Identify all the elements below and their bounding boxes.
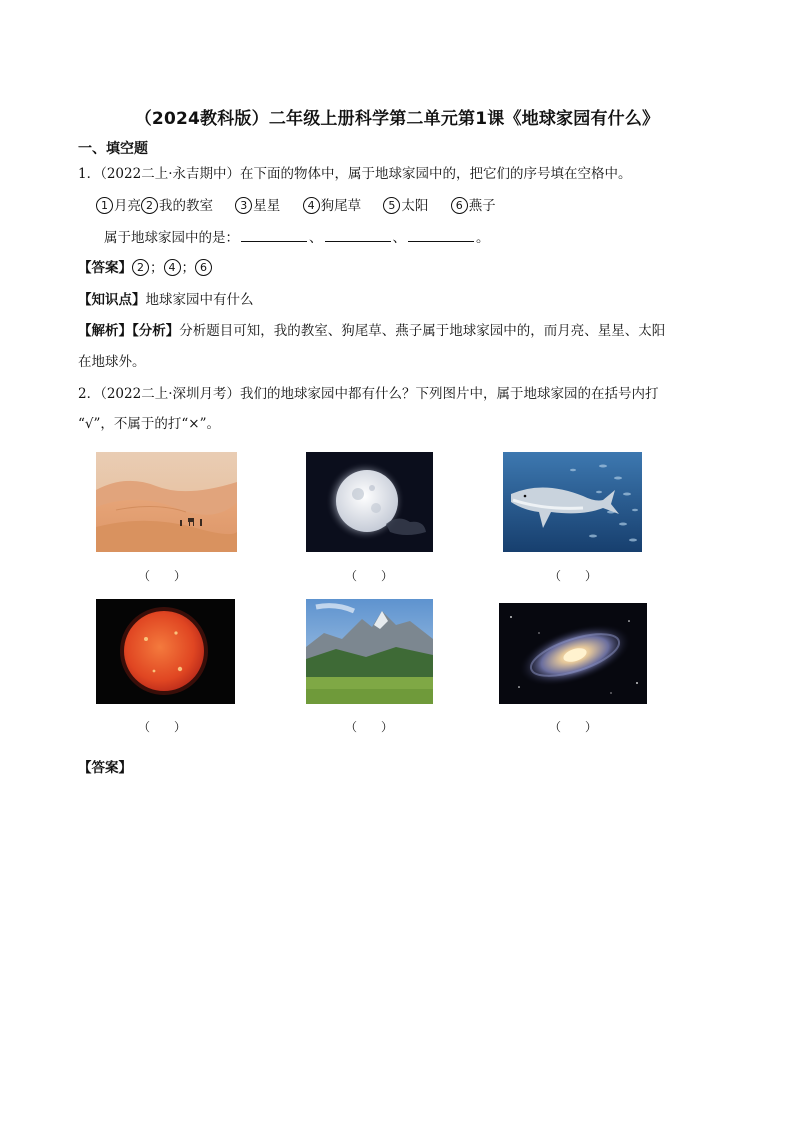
answer-number-icon: 4 [164,259,181,276]
analysis-label: 【解析】【分析】 [78,323,180,339]
shark-photo [503,452,642,552]
answer-paren-sun[interactable]: （ ） [137,720,186,734]
q1-options [96,196,514,216]
answer-number-icon: 2 [132,259,149,276]
answer-paren-shark[interactable]: （ ） [548,569,597,583]
option-number-icon: 5 [383,197,400,214]
separator: 、 [309,230,323,246]
option-text: 太阳 [401,198,429,214]
answer-blank-2[interactable] [325,228,391,242]
desert-photo [96,452,237,552]
answer-label: 【答案】 [78,760,132,776]
answer-label: 【答案】 [78,260,132,276]
option-number-icon: 4 [303,197,320,214]
option-text: 月亮 [114,198,141,214]
knowledge-text: 地球家园中有什么 [145,292,254,308]
option-number-icon: 3 [235,197,252,214]
q1-fill-line [104,228,490,248]
answer-blank-3[interactable] [408,228,474,242]
option-text: 星星 [253,198,281,214]
answer-blank-1[interactable] [241,228,307,242]
analysis-text: 分析题目可知，我的教室、狗尾草、燕子属于地球家园中的，而月亮、星星、太阳 [179,323,666,339]
option-text: 燕子 [468,198,496,214]
document-title: （2024教科版）二年级上册科学第二单元第1课《地球家园有什么》 [134,109,660,129]
answer-separator: ； [150,260,164,276]
q1-answer [78,258,213,278]
q2-stem-line1: 2．（2022二上·深圳月考）我们的地球家园中都有什么？下列图片中，属于地球家园的在括号内打 [78,386,659,402]
answer-paren-mountain[interactable]: （ ） [344,720,393,734]
separator: 、 [392,230,406,246]
option-text: 狗尾草 [320,198,362,214]
q1-option-1 [96,196,141,216]
q1-option-3 [235,196,280,216]
q1-stem: 1．（2022二上·永吉期中）在下面的物体中，属于地球家园中的，把它们的序号填在空格中。 [78,166,632,182]
q2-answer [78,758,132,778]
section-heading: 一、填空题 [78,141,148,157]
answer-paren-moon[interactable]: （ ） [344,569,393,583]
fill-prompt: 属于地球家园中的是： [104,230,239,246]
mountain-photo [306,599,433,704]
answer-paren-desert[interactable]: （ ） [137,569,186,583]
q1-option-6 [451,196,496,216]
option-number-icon: 6 [451,197,468,214]
q1-option-2 [141,196,213,216]
answer-number-icon: 6 [195,259,212,276]
answer-paren-galaxy[interactable]: （ ） [548,720,597,734]
option-text: 我的教室 [159,198,213,214]
sun-photo [96,599,235,704]
q1-analysis-line2: 在地球外。 [78,354,146,370]
answer-separator: ； [181,260,195,276]
q1-option-4 [303,196,362,216]
q2-stem-line2: “√”，不属于的打“×”。 [78,416,221,432]
moon-photo [306,452,433,552]
option-number-icon: 2 [141,197,158,214]
option-number-icon: 1 [96,197,113,214]
galaxy-photo [499,603,647,704]
knowledge-label: 【知识点】 [78,292,146,308]
q1-analysis-line1 [78,321,665,341]
q1-knowledge [78,290,254,310]
end-mark: 。 [476,230,490,246]
q1-option-5 [383,196,428,216]
